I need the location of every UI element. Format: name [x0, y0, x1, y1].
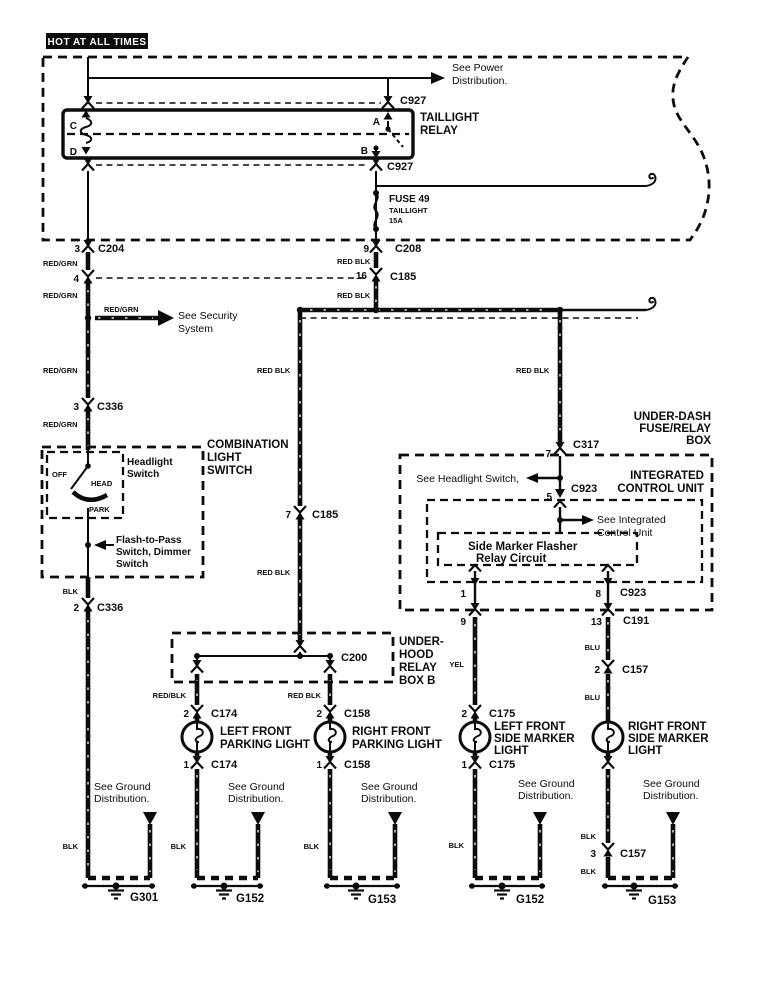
ground-id-g152: G152 — [236, 893, 265, 905]
c923-upper-label: C923 — [571, 483, 598, 495]
connector-icon — [370, 158, 382, 171]
relay-name: TAILLIGHT — [420, 112, 480, 124]
see-security-note: See Security — [178, 310, 238, 322]
underdash-box-label-3: BOX — [686, 435, 711, 447]
wire-color-label: RED BLK — [257, 366, 291, 375]
power-arrow-icon — [431, 72, 445, 84]
connector-icon — [82, 240, 94, 253]
flash-to-pass-note-3: Switch — [116, 559, 149, 570]
c185-7-label: C185 — [312, 509, 339, 521]
c208-label: C208 — [395, 243, 422, 255]
connector-icon — [602, 660, 614, 674]
see-ground-note: See Ground — [643, 778, 700, 790]
flash-to-pass-arrow-icon — [94, 540, 106, 550]
c157-low-label: C157 — [620, 848, 647, 860]
see-ground-note: See Ground — [361, 781, 418, 793]
wire-color-label: RED/BLK — [152, 691, 186, 700]
wire-branch-arrow-icon — [388, 812, 402, 825]
c923-lower-label: C923 — [620, 587, 647, 599]
fuse-circuit: TAILLIGHT — [389, 206, 428, 215]
see-ground-note: See Ground — [228, 781, 285, 793]
switch-position-head: HEAD — [91, 479, 113, 488]
underhood-box-label-2: HOOD — [399, 649, 434, 661]
ground-section — [63, 778, 700, 907]
combo-label-2: LIGHT — [207, 452, 242, 464]
c204-label: C204 — [98, 243, 125, 255]
wire-color-label: RED/GRN — [43, 366, 78, 375]
continuation-hook-icon — [646, 174, 656, 186]
power-section — [43, 33, 709, 255]
wire-branch-arrow-icon — [666, 812, 680, 825]
c157-low-pin: 3 — [590, 849, 596, 860]
c174-top-label: C174 — [211, 708, 238, 720]
c204-pin: 3 — [74, 244, 80, 255]
smf-label: Side Marker Flasher — [468, 541, 578, 553]
c175-top-pin: 2 — [461, 709, 467, 720]
connector-icon — [82, 398, 94, 412]
icu-label-2: CONTROL UNIT — [617, 483, 704, 495]
wire-branch-arrow-icon — [533, 812, 547, 825]
right-marker-label: RIGHT FRONT — [628, 721, 707, 733]
relay-coil-icon — [81, 118, 92, 143]
see-headlight-arrow-icon — [526, 473, 538, 483]
bulb-icon — [593, 722, 623, 752]
relay-terminal-a: A — [372, 117, 380, 128]
wire-color-label: BLU — [584, 693, 600, 702]
see-ground-note-2: Distribution. — [94, 793, 150, 805]
combo-label-3: SWITCH — [207, 465, 253, 477]
connector-icon — [324, 705, 336, 719]
c158-bottom-label: C158 — [344, 759, 371, 771]
c185-16-label: C185 — [390, 271, 417, 283]
c157-mid-label: C157 — [622, 664, 649, 676]
connector-icon — [324, 756, 336, 769]
left-parking-light-label: LEFT FRONT — [220, 726, 292, 738]
relay-name-2: RELAY — [420, 125, 458, 137]
bulb-icon — [182, 722, 212, 752]
switch-position-off: OFF — [52, 470, 67, 479]
right-parking-light-label: RIGHT FRONT — [352, 726, 431, 738]
c923-arrow-icon — [555, 489, 565, 498]
c174-bottom-pin: 1 — [183, 760, 189, 771]
security-arrow-icon — [158, 310, 174, 326]
left-marker-label-3: LIGHT — [494, 745, 529, 757]
connector-icon — [82, 158, 94, 171]
ground-id-g301: G301 — [130, 892, 159, 904]
wire-color-label: BLK — [580, 867, 596, 876]
c336-upper-pin: 3 — [73, 402, 79, 413]
c158-bottom-pin: 1 — [316, 760, 322, 771]
wire-color-label: RED BLK — [337, 291, 371, 300]
c185-16-pin: 16 — [355, 271, 367, 282]
icu-label: INTEGRATED — [630, 470, 704, 482]
c923-pin-1: 1 — [460, 589, 466, 600]
wire-color-label: RED BLK — [516, 366, 550, 375]
fuse-name: FUSE 49 — [389, 194, 430, 205]
see-icu-note-2: Control Unit — [597, 527, 653, 539]
c158-top-pin: 2 — [316, 709, 322, 720]
left-marker-label-2: SIDE MARKER — [494, 733, 575, 745]
see-icu-arrow-icon — [582, 515, 594, 525]
hot-at-all-times-label: HOT AT ALL TIMES — [47, 37, 147, 48]
c336-lower-pin: 2 — [73, 603, 79, 614]
c923-upper-pin: 5 — [546, 492, 552, 503]
see-icu-note: See Integrated — [597, 514, 666, 526]
relay-switch-blade — [388, 129, 403, 147]
c927-top-label: C927 — [400, 95, 427, 107]
ground-id-g153: G153 — [648, 895, 677, 907]
headlight-switch-label-2: Switch — [127, 469, 160, 480]
wire-color-label: RED BLK — [257, 568, 291, 577]
relay-switch-arrow-icon — [384, 112, 393, 120]
c191-label: C191 — [623, 615, 650, 627]
c208-pin: 9 — [363, 244, 369, 255]
connector-icon — [294, 506, 306, 520]
connector-icon — [602, 756, 614, 769]
wire-color-label: BLK — [580, 832, 596, 841]
see-ground-note-2: Distribution. — [518, 790, 574, 802]
bulb-icon — [315, 722, 345, 752]
connector-icon — [602, 843, 614, 857]
c175-top-label: C175 — [489, 708, 516, 720]
headlight-switch-label: Headlight — [127, 457, 173, 468]
c200-bus — [197, 652, 330, 660]
wire-branch-arrow-icon — [143, 812, 157, 825]
relay-coil-arrow-icon — [82, 147, 91, 155]
c175-bottom-pin: 1 — [461, 760, 467, 771]
c336-upper-label: C336 — [97, 401, 124, 413]
connector-icon — [191, 756, 203, 769]
wire-color-label: RED/GRN — [43, 420, 78, 429]
connector-icon — [82, 598, 94, 612]
wire-color-label: BLK — [448, 841, 464, 850]
c317-pin: 7 — [545, 449, 551, 460]
right-marker-label-3: LIGHT — [628, 745, 663, 757]
c175-bottom-label: C175 — [489, 759, 516, 771]
see-power-note-2: Distribution. — [452, 75, 508, 87]
c923-pin-8: 8 — [595, 589, 601, 600]
underdash-box-label: UNDER-DASH — [633, 411, 711, 423]
switch-wiper — [71, 466, 88, 489]
continuation-hook-icon — [646, 298, 656, 310]
left-marker-label: LEFT FRONT — [494, 721, 566, 733]
flash-to-pass-note-2: Switch, Dimmer — [116, 547, 192, 558]
connector-icon — [82, 270, 94, 284]
wire-color-label: RED/GRN — [104, 305, 139, 314]
c336-lower-label: C336 — [97, 602, 124, 614]
flash-to-pass-note: Flash-to-Pass — [116, 535, 182, 546]
bulb-icon — [460, 722, 490, 752]
connector-icon — [191, 705, 203, 719]
wire-color-label: BLK — [303, 842, 319, 851]
pin4-label: 4 — [73, 274, 79, 285]
see-security-note-2: System — [178, 323, 214, 335]
c174-bottom-label: C174 — [211, 759, 238, 771]
c927-bottom-label: C927 — [387, 161, 414, 173]
relay-terminal-b: B — [360, 146, 368, 157]
see-ground-note-2: Distribution. — [643, 790, 699, 802]
wire-color-label: RED/GRN — [43, 291, 78, 300]
see-ground-note-2: Distribution. — [228, 793, 284, 805]
see-power-note: See Power — [452, 62, 504, 74]
wire-color-label: YEL — [449, 660, 464, 669]
ground-id-g152: G152 — [516, 894, 545, 906]
c157-mid-pin: 2 — [594, 665, 600, 676]
right-parking-light-label-2: PARKING LIGHT — [352, 739, 442, 751]
switch-arc — [73, 492, 107, 500]
connector-socket-icon — [554, 501, 566, 508]
connector-icon — [191, 660, 203, 673]
combo-label: COMBINATION — [207, 439, 289, 451]
wire-color-label: RED/GRN — [43, 259, 78, 268]
wire-color-label: RED BLK — [337, 257, 371, 266]
smf-output-wires — [475, 571, 608, 603]
left-parking-light-label-2: PARKING LIGHT — [220, 739, 310, 751]
connector-icon — [324, 660, 336, 673]
see-ground-note-2: Distribution. — [361, 793, 417, 805]
connector-icon — [554, 442, 566, 455]
c317-label: C317 — [573, 439, 600, 451]
underdash-box-label-2: FUSE/RELAY — [639, 423, 711, 435]
see-headlight-note: See Headlight Switch, — [416, 473, 519, 485]
connector-icon — [370, 240, 382, 253]
c174-top-pin: 2 — [183, 709, 189, 720]
relay-terminal-d: D — [69, 147, 77, 158]
c191-pin-13: 13 — [590, 617, 602, 628]
connector-icon — [469, 705, 481, 719]
c158-top-label: C158 — [344, 708, 371, 720]
wire-color-label: RED BLK — [287, 691, 321, 700]
wire-color-label: BLK — [62, 587, 78, 596]
ground-id-g153: G153 — [368, 894, 397, 906]
c200-label: C200 — [341, 652, 368, 664]
connector-icon — [82, 96, 94, 109]
underhood-box-label: UNDER- — [399, 636, 444, 648]
connector-icon — [469, 756, 481, 769]
connector-icon — [294, 640, 306, 653]
c191-pin-9: 9 — [460, 617, 466, 628]
connector-icon — [382, 96, 394, 109]
wire-branch-arrow-icon — [251, 812, 265, 825]
smf-label-2: Relay Circuit — [476, 553, 547, 565]
see-ground-note: See Ground — [94, 781, 151, 793]
wire-color-label: BLK — [62, 842, 78, 851]
right-marker-label-2: SIDE MARKER — [628, 733, 709, 745]
wire-color-label: BLU — [584, 643, 600, 652]
c185-7-pin: 7 — [285, 510, 291, 521]
underhood-box-label-3: RELAY — [399, 662, 437, 674]
see-ground-note: See Ground — [518, 778, 575, 790]
underhood-box-label-4: BOX B — [399, 675, 436, 687]
connector-icon — [370, 268, 382, 282]
switch-position-park: PARK — [89, 505, 110, 514]
wire-color-label: BLK — [170, 842, 186, 851]
relay-terminal-c: C — [69, 121, 77, 132]
fuse-rating: 15A — [389, 216, 403, 225]
